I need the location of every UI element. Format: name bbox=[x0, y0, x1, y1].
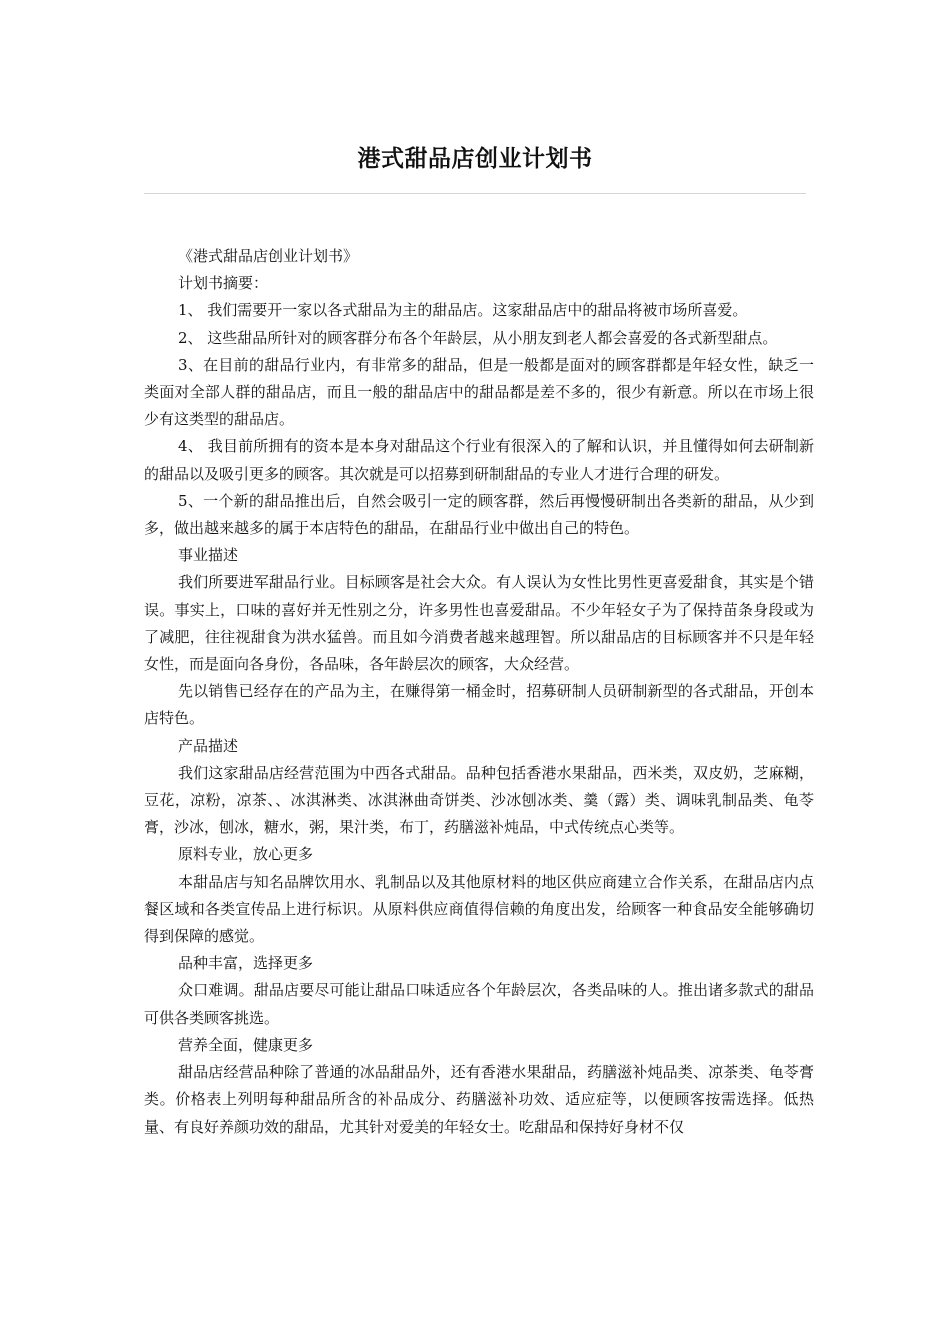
book-title-line: 《港式甜品店创业计划书》 bbox=[178, 247, 359, 265]
title-divider bbox=[144, 193, 806, 194]
summary-item-4: 4、 我目前所拥有的资本是本身对甜品这个行业有很深入的了解和认识，并且懂得如何去研制新的甜品以及吸引更多的顾客。其次就是可以招募到研制甜品的专业人才进行合理的研发。 bbox=[144, 437, 814, 483]
section-heading-summary: 计划书摘要： bbox=[178, 274, 269, 293]
subheading-variety: 品种丰富，选择更多 bbox=[178, 954, 314, 973]
business-paragraph-2: 先以销售已经存在的产品为主，在赚得第一桶金时，招募研制人员研制新型的各式甜品，开创本店特色。 bbox=[144, 682, 814, 728]
summary-item-1: 1、 我们需要开一家以各式甜品为主的甜品店。这家甜品店中的甜品将被市场所喜爱。 bbox=[178, 301, 748, 320]
section-heading-business: 事业描述 bbox=[178, 546, 239, 565]
summary-item-2: 2、 这些甜品所针对的顾客群分布各个年龄层，从小朋友到老人都会喜爱的各式新型甜点。 bbox=[178, 328, 778, 347]
summary-item-3: 3、在目前的甜品行业内，有非常多的甜品，但是一般都是面对的顾客群都是年轻女性，缺乏一类面对全部人群的甜品店，而且一般的甜品店中的甜品都是差不多的，很少有新意。所以在市场上很少有这类型的甜品店。 bbox=[144, 355, 814, 429]
document-title: 港式甜品店创业计划书 bbox=[357, 146, 593, 172]
subheading-nutrition: 营养全面，健康更多 bbox=[178, 1035, 314, 1054]
product-paragraph: 我们这家甜品店经营范围为中西各式甜品。品种包括香港水果甜品，西米类，双皮奶，芝麻糊，豆花，凉粉，凉茶、、冰淇淋类、冰淇淋曲奇饼类、沙冰刨冰类、羹（露）类、调味乳制品类、龟苓膏，沙冰，刨冰，糖水，粥，果汁类，布丁，药膳滋补炖品，中式传统点心类等。 bbox=[144, 763, 814, 837]
summary-item-5: 5、一个新的甜品推出后，自然会吸引一定的顾客群，然后再慢慢研制出各类新的甜品，从少到多，做出越来越多的属于本店特色的甜品，在甜品行业中做出自己的特色。 bbox=[144, 491, 814, 538]
section-heading-product: 产品描述 bbox=[178, 736, 239, 755]
nutrition-paragraph: 甜品店经营品种除了普通的冰品甜品外，还有香港水果甜品，药膳滋补炖品类、凉茶类、龟苓膏类。价格表上列明每种甜品所含的补品成分、药膳滋补功效、适应症等，以便顾客按需选择。低热量、有良好养颜功效的甜品，尤其针对爱美的年轻女士。吃甜品和保持好身材不仅 bbox=[144, 1063, 814, 1136]
variety-paragraph: 众口难调。甜品店要尽可能让甜品口味适应各个年龄层次，各类品味的人。推出诸多款式的甜品可供各类顾客挑选。 bbox=[144, 981, 814, 1027]
ingredients-paragraph: 本甜品店与知名品牌饮用水、乳制品以及其他原材料的地区供应商建立合作关系，在甜品店内点餐区域和各类宣传品上进行标识。从原料供应商值得信赖的角度出发，给顾客一种食品安全能够确切得到保障的感觉。 bbox=[144, 872, 814, 946]
business-paragraph-1: 我们所要进军甜品行业。目标顾客是社会大众。有人误认为女性比男性更喜爱甜食，其实是个错误。事实上，口味的喜好并无性别之分，许多男性也喜爱甜品。不少年轻女子为了保持苗条身段或为了减肥，往往视甜食为洪水猛兽。而且如今消费者越来越理智。所以甜品店的目标顾客并不只是年轻女性，而是面向各身份，各品味，各年龄层次的顾客，大众经营。 bbox=[144, 573, 814, 674]
document-body bbox=[144, 243, 814, 1141]
subheading-ingredients: 原料专业，放心更多 bbox=[178, 845, 314, 864]
